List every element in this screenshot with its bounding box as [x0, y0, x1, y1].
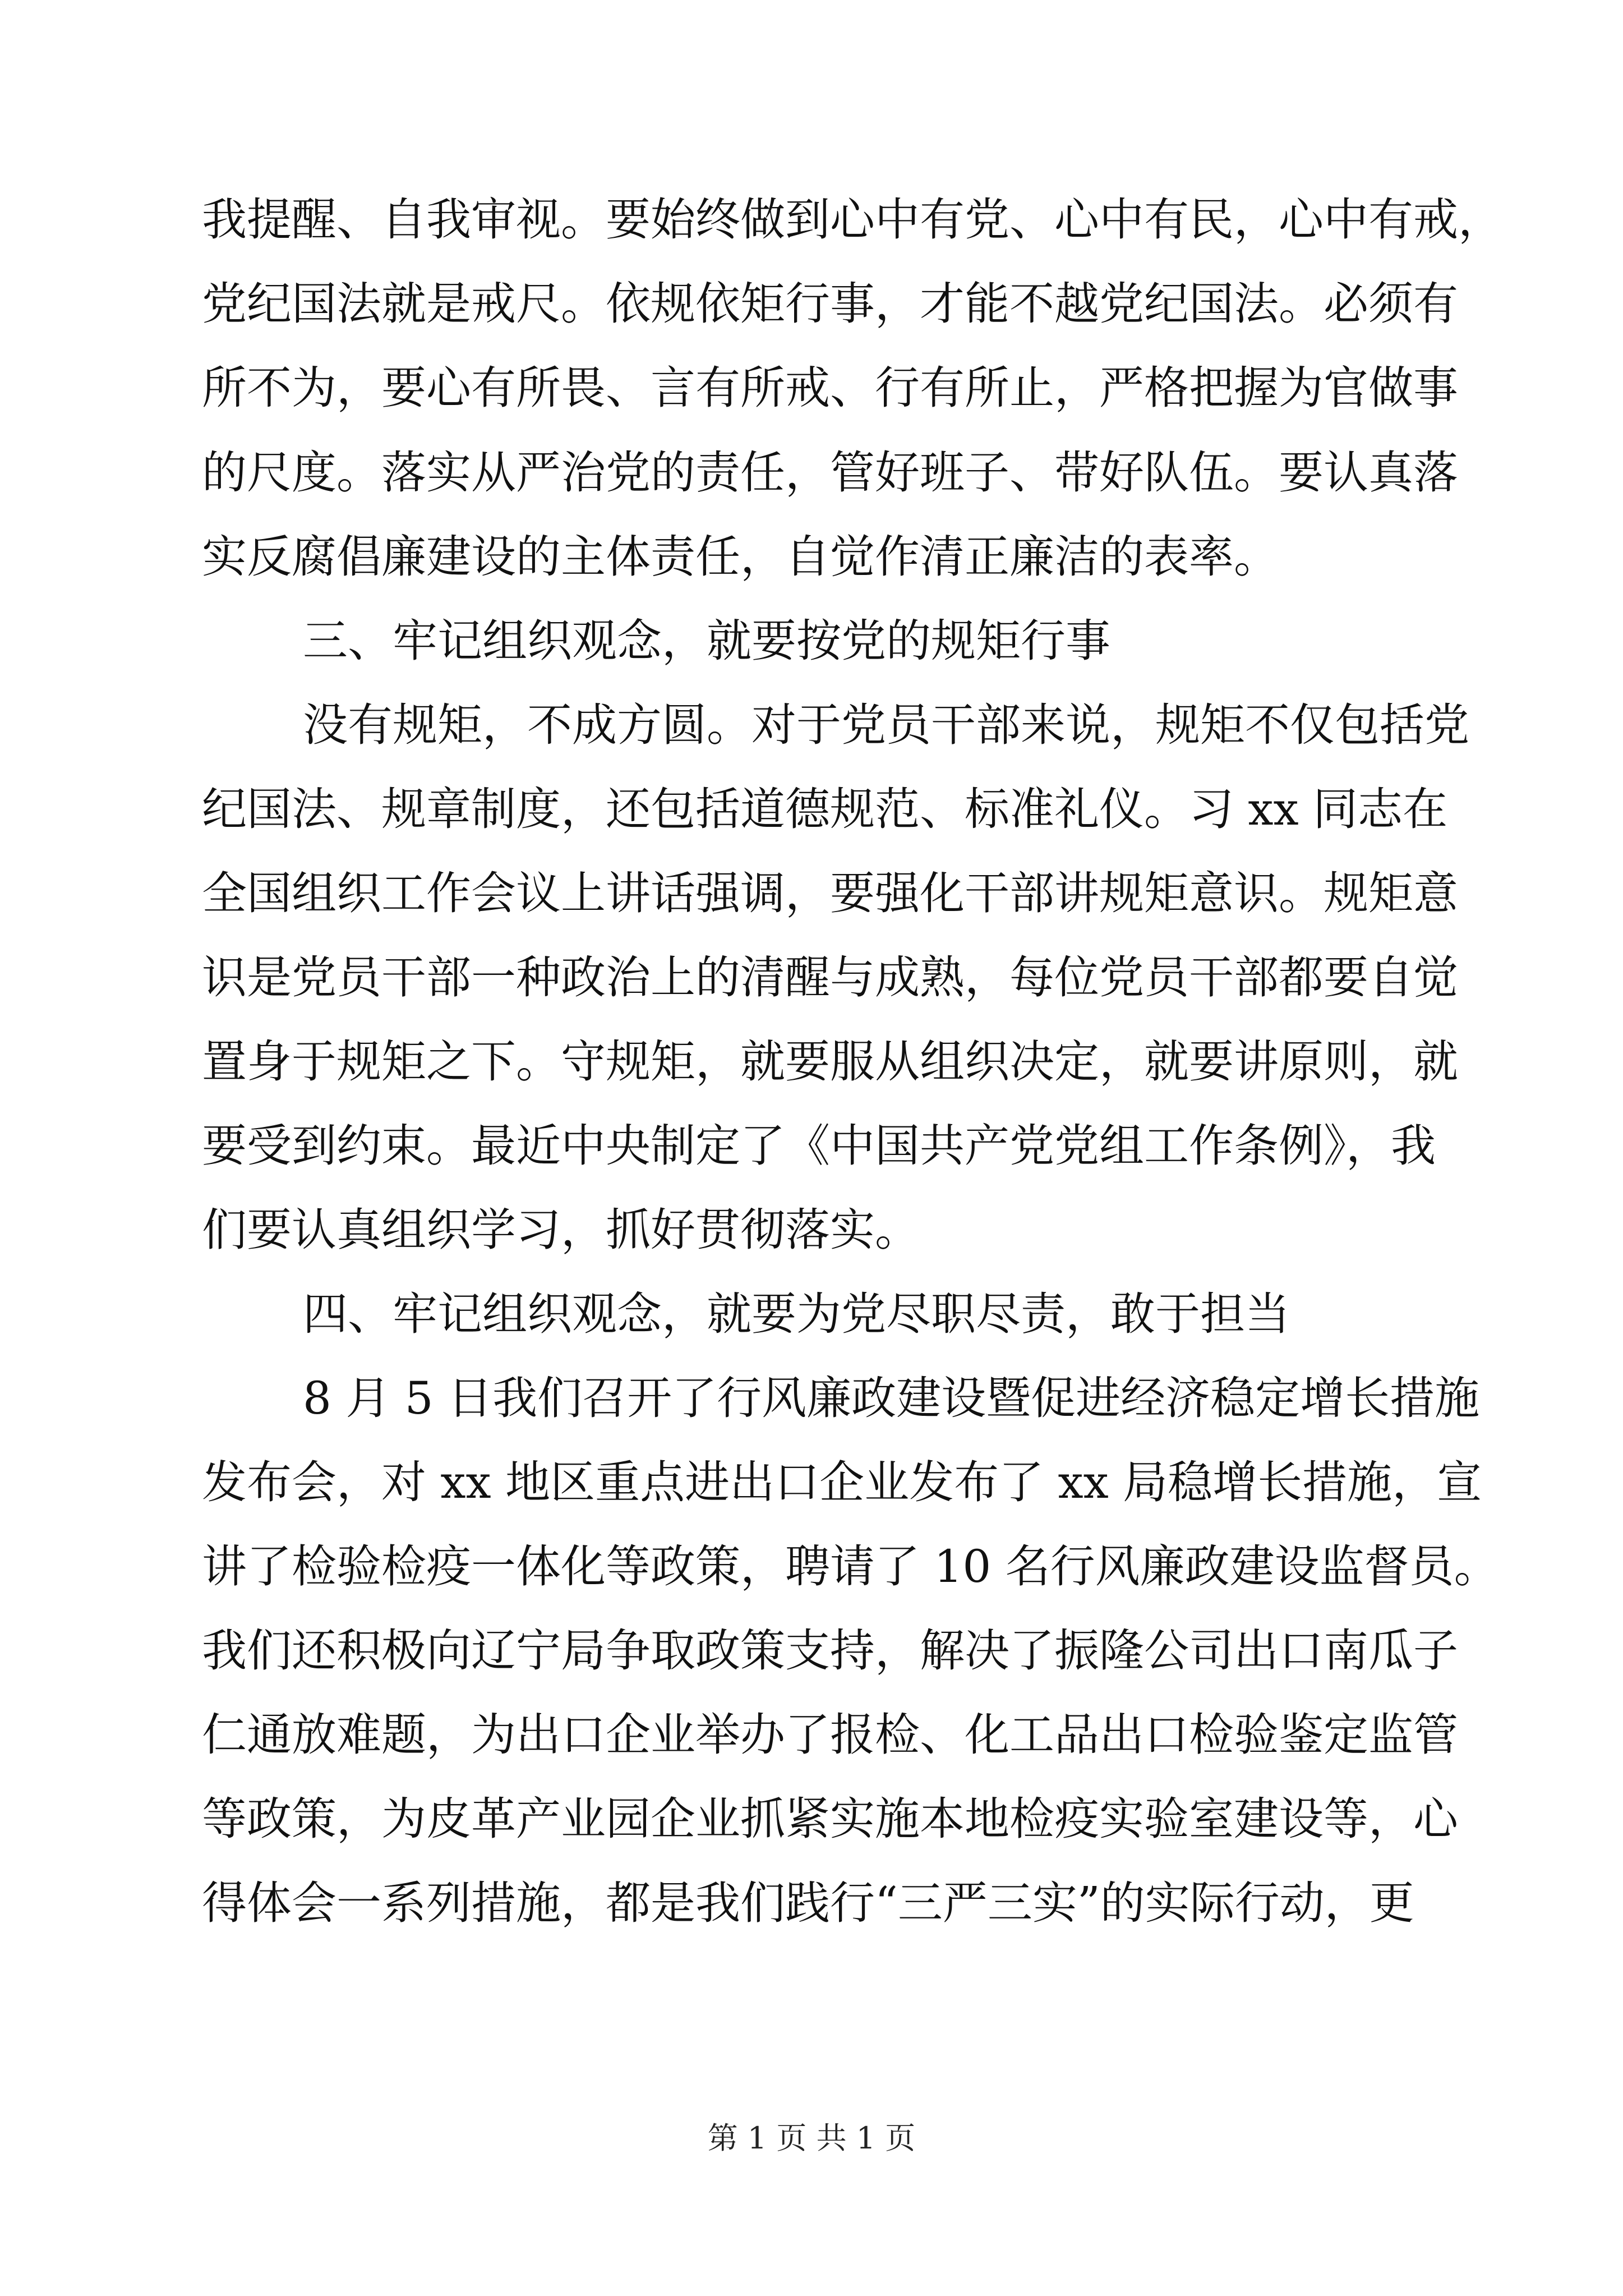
line-text: 8 月 5 日我们召开了行风廉政建设暨促进经济稳定增长措施 [303, 1372, 1480, 1424]
text-line [0, 1606, 1623, 1696]
text-line [0, 1017, 1623, 1107]
line-text: 的尺度。落实从严治党的责任，管好班子、带好队伍。要认真落 [202, 447, 1458, 499]
line-text: 讲了检验检疫一体化等政策，聘请了 10 名行风廉政建设监督员。 [202, 1540, 1499, 1593]
line-text: 没有规矩，不成方圆。对于党员干部来说，规矩不仅包括党 [303, 699, 1469, 751]
line-text: 要受到约束。最近中央制定了《中国共产党党组工作条例》，我 [202, 1120, 1436, 1172]
text-line [0, 680, 1623, 770]
line-text: 们要认真组织学习，抓好贯彻落实。 [202, 1204, 920, 1256]
text-line [0, 1354, 1623, 1443]
text-line [0, 1522, 1623, 1612]
line-text: 置身于规矩之下。守规矩，就要服从组织决定，就要讲原则，就 [202, 1036, 1458, 1088]
text-line [0, 849, 1623, 938]
line-text: 识是党员干部一种政治上的清醒与成熟，每位党员干部都要自觉 [202, 951, 1458, 1004]
section-heading [0, 596, 1623, 686]
line-text: 实反腐倡廉建设的主体责任，自觉作清正廉洁的表率。 [202, 531, 1279, 583]
line-text: 得体会一系列措施，都是我们践行“三严三实”的实际行动，更 [202, 1877, 1414, 1929]
text-line [0, 933, 1623, 1023]
line-text: 纪国法、规章制度，还包括道德规范、标准礼仪。习 xx 同志在 [202, 783, 1448, 835]
text-line [0, 343, 1623, 433]
heading-text: 四、牢记组织观念，就要为党尽职尽责，敢于担当 [303, 1288, 1290, 1340]
text-line [0, 1185, 1623, 1275]
line-text: 等政策，为皮革产业园企业抓紧实施本地检疫实验室建设等，心 [202, 1793, 1458, 1845]
line-text: 仁通放难题，为出口企业举办了报检、化工品出口检验鉴定监管 [202, 1709, 1458, 1761]
text-line [0, 175, 1623, 265]
line-text: 所不为，要心有所畏、言有所戒、行有所止，严格把握为官做事 [202, 362, 1458, 414]
heading-text: 三、牢记组织观念，就要按党的规矩行事 [303, 615, 1110, 667]
line-text: 全国组织工作会议上讲话强调，要强化干部讲规矩意识。规矩意 [202, 867, 1458, 919]
text-line [0, 428, 1623, 518]
text-line [0, 259, 1623, 349]
text-line [0, 1690, 1623, 1780]
text-line [0, 1858, 1623, 1948]
text-line [0, 1774, 1623, 1864]
text-line [0, 765, 1623, 854]
text-line [0, 1438, 1623, 1527]
line-text: 我提醒、自我审视。要始终做到心中有党、心中有民，心中有戒， [202, 194, 1503, 246]
line-text: 党纪国法就是戒尺。依规依矩行事，才能不越党纪国法。必须有 [202, 278, 1458, 330]
section-heading [0, 1269, 1623, 1359]
line-text: 我们还积极向辽宁局争取政策支持，解决了振隆公司出口南瓜子 [202, 1625, 1458, 1677]
text-line [0, 512, 1623, 602]
text-line [0, 1101, 1623, 1191]
page-footer: 第 1 页 共 1 页 [707, 2120, 916, 2156]
line-text: 发布会，对 xx 地区重点进出口企业发布了 xx 局稳增长措施，宣 [202, 1456, 1482, 1508]
